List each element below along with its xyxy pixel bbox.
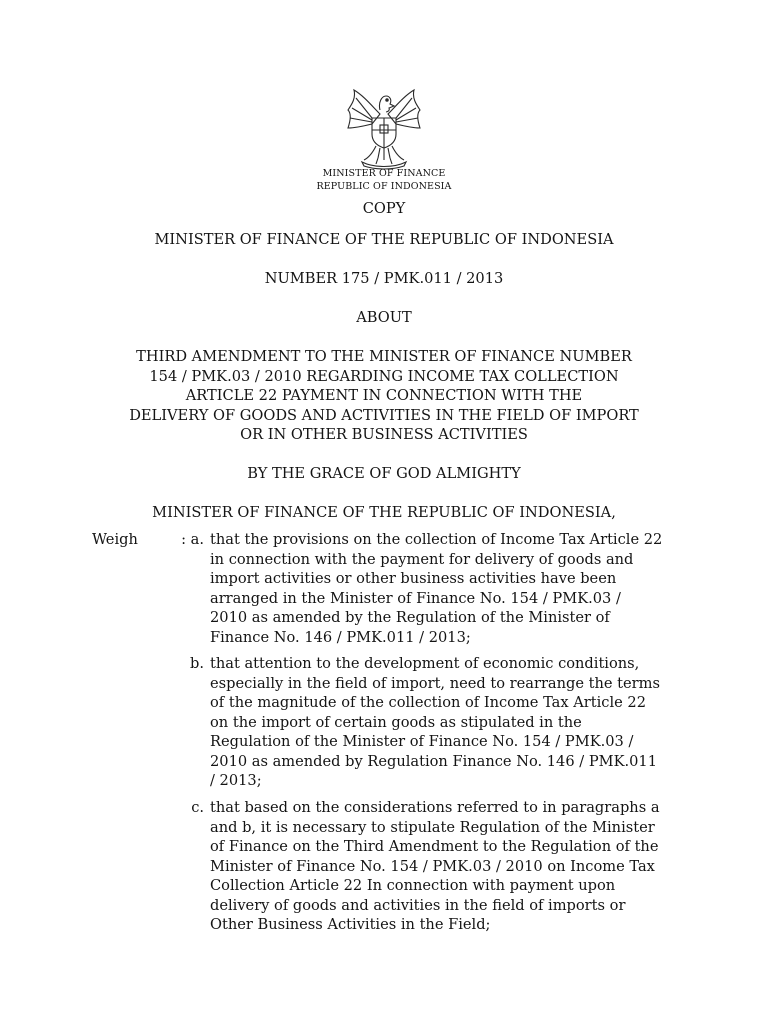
title-line: 154 / PMK.03 / 2010 REGARDING INCOME TAX COLLECTION [149,367,619,385]
item-line: / 2013; [210,772,262,789]
regulation-number: NUMBER 175 / PMK.011 / 2013 [264,270,504,287]
item-line: that attention to the development of economic conditions, [210,655,640,672]
consideration-item-a [210,530,662,647]
item-line: delivery of goods and activities in the field of imports or [210,896,626,914]
item-line: on the import of certain goods as stipulated in the [210,713,582,731]
item-line: that based on the considerations referred to in paragraphs a [210,799,660,816]
authority-heading: MINISTER OF FINANCE OF THE REPUBLIC OF INDONESIA [154,231,614,248]
copy-label: COPY [362,200,406,217]
item-line: of Finance on the Third Amendment to the Regulation of the [210,838,659,855]
garuda-emblem-icon [342,84,426,170]
item-line: that the provisions on the collection of Income Tax Article 22 [210,531,663,548]
item-line: in connection with the payment for delivery of goods and [210,550,634,568]
item-line: especially in the field of import, need to rearrange the terms [210,674,660,692]
item-marker-c: c. [191,799,204,816]
item-line: Collection Article 22 In connection with payment upon [210,877,616,894]
item-line: import activities or other business activities have been [210,570,617,587]
item-line: Minister of Finance No. 154 / PMK.03 / 2010 on Income Tax [210,857,655,875]
title-line: ARTICLE 22 PAYMENT IN CONNECTION WITH THE [185,387,583,404]
item-marker-a: : a. [181,531,204,548]
header-ministry: MINISTER OF FINANCE [322,168,446,179]
title-line: OR IN OTHER BUSINESS ACTIVITIES [240,426,528,443]
item-line: Finance No. 146 / PMK.011 / 2013; [210,628,471,646]
item-line: 2010 as amended by the Regulation of the Minister of [210,609,610,626]
header-republic: REPUBLIC OF INDONESIA [316,181,452,192]
grace-line: BY THE GRACE OF GOD ALMIGHTY [247,465,521,482]
item-line: of the magnitude of the collection of Income Tax Article 22 [210,694,646,711]
item-line: Regulation of the Minister of Finance No. 154 / PMK.03 / [210,733,634,750]
item-line: 2010 as amended by Regulation Finance No. 146 / PMK.011 [210,752,657,770]
item-line: Other Business Activities in the Field; [210,916,491,933]
about-label: ABOUT [356,309,412,326]
item-marker-b: b. [190,655,204,672]
weigh-label: Weigh [92,531,138,548]
authority-line: MINISTER OF FINANCE OF THE REPUBLIC OF INDONESIA, [152,504,616,521]
title-line: DELIVERY OF GOODS AND ACTIVITIES IN THE FIELD OF IMPORT [129,406,639,424]
item-line: arranged in the Minister of Finance No. 154 / PMK.03 / [210,589,621,607]
item-line: and b, it is necessary to stipulate Regulation of the Minister [210,818,655,836]
consideration-item-b [210,654,660,791]
consideration-item-c [210,798,660,935]
regulation-title [0,347,768,445]
title-line: THIRD AMENDMENT TO THE MINISTER OF FINANCE NUMBER [136,348,632,365]
